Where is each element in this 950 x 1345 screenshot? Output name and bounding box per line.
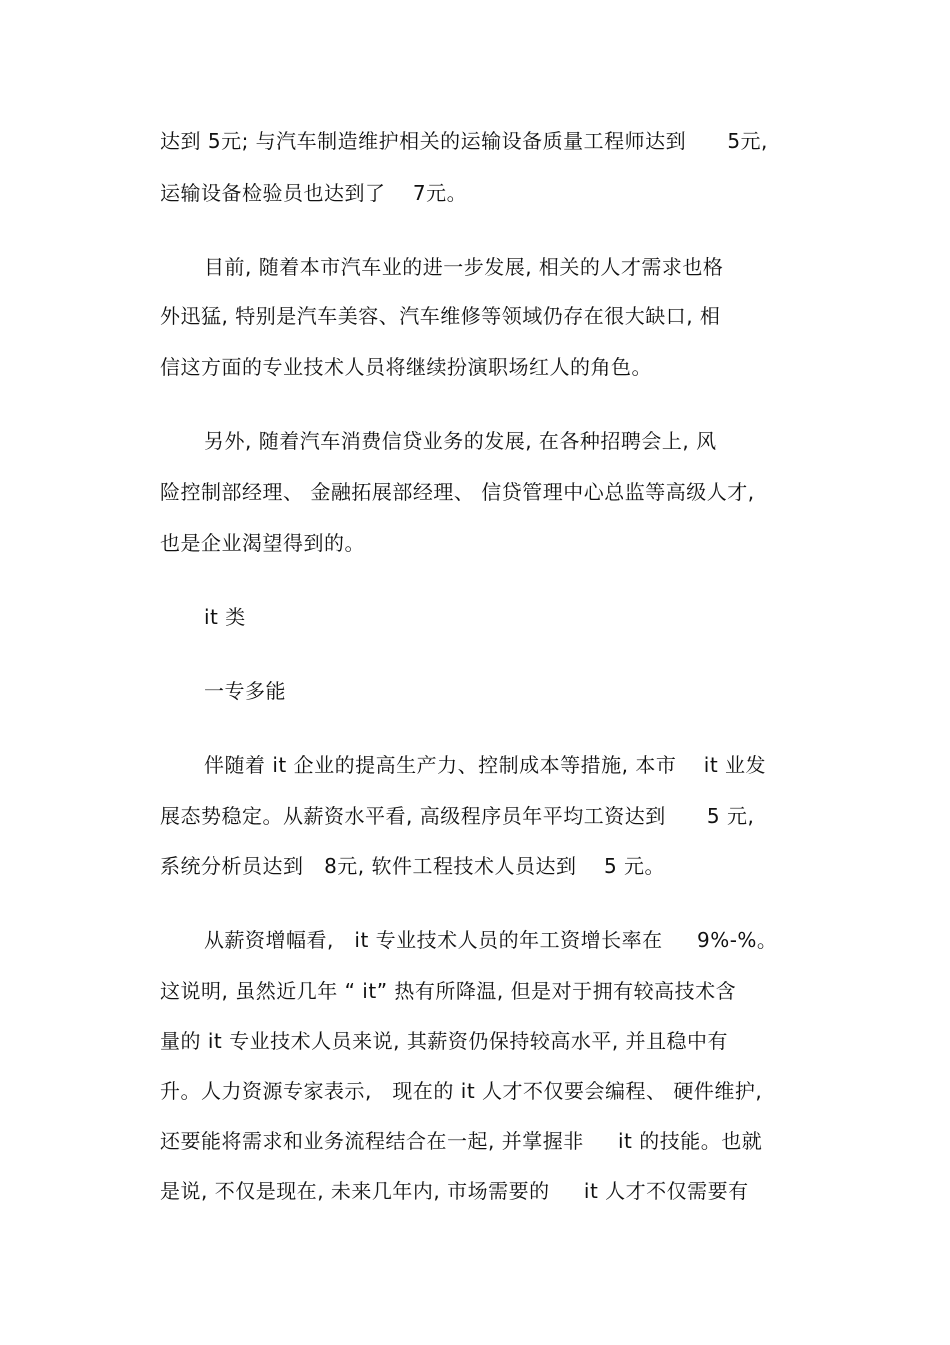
section-heading: it 类 (204, 605, 246, 629)
text-line: 外迅猛, 特别是汽车美容、汽车维修等领域仍存在很大缺口, 相 (160, 304, 721, 328)
text-line: 达到 5元; 与汽车制造维护相关的运输设备质量工程师达到 5元, (160, 129, 768, 153)
section-subheading: 一专多能 (204, 679, 286, 703)
text-line: 展态势稳定。从薪资水平看, 高级程序员年平均工资达到 5 元, (160, 804, 755, 828)
text-line: 信这方面的专业技术人员将继续扮演职场红人的角色。 (160, 355, 652, 379)
paragraph-first-line: 目前, 随着本市汽车业的进一步发展, 相关的人才需求也格 (204, 255, 724, 279)
text-line: 是说, 不仅是现在, 未来几年内, 市场需要的 it 人才不仅需要有 (160, 1179, 749, 1203)
text-line: 也是企业渴望得到的。 (160, 531, 365, 555)
text-line: 险控制部经理、 金融拓展部经理、 信贷管理中心总监等高级人才, (160, 480, 755, 504)
paragraph-first-line: 从薪资增幅看, it 专业技术人员的年工资增长率在 9%-%。 (204, 928, 778, 952)
text-line: 量的 it 专业技术人员来说, 其薪资仍保持较高水平, 并且稳中有 (160, 1029, 729, 1053)
text-line: 这说明, 虽然近几年 “ it” 热有所降温, 但是对于拥有较高技术含 (160, 979, 737, 1003)
paragraph-first-line: 伴随着 it 企业的提高生产力、控制成本等措施, 本市 it 业发 (204, 753, 767, 777)
paragraph-first-line: 另外, 随着汽车消费信贷业务的发展, 在各种招聘会上, 风 (204, 429, 717, 453)
text-line: 升。人力资源专家表示, 现在的 it 人才不仅要会编程、 硬件维护, (160, 1079, 763, 1103)
text-line: 运输设备检验员也达到了 7元。 (160, 181, 468, 205)
text-line: 还要能将需求和业务流程结合在一起, 并掌握非 it 的技能。也就 (160, 1129, 763, 1153)
text-line: 系统分析员达到 8元, 软件工程技术人员达到 5 元。 (160, 854, 666, 878)
